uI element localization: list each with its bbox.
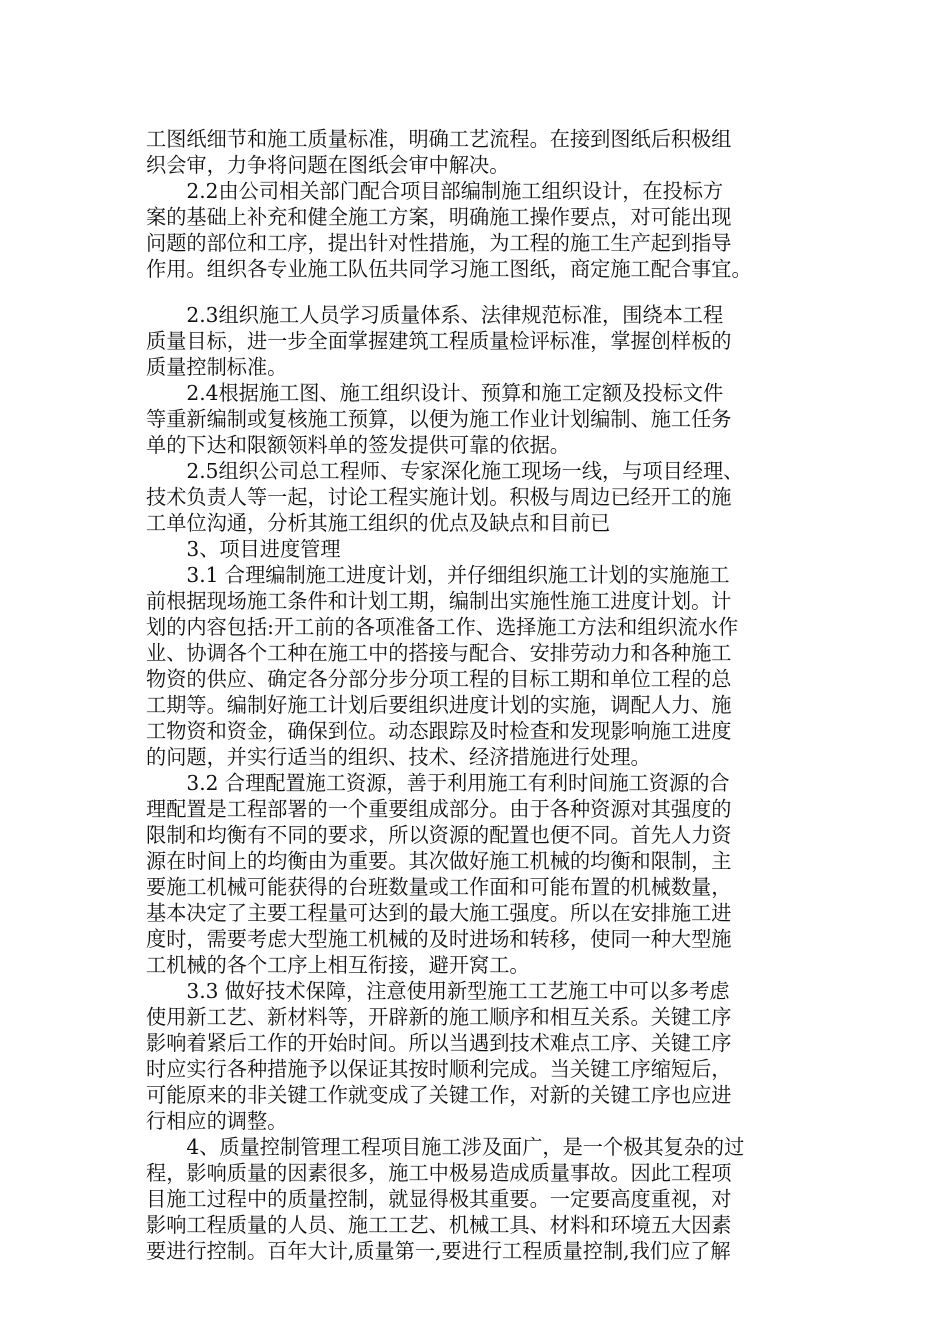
- text-line: 的问题，并实行适当的组织、技术、经济措施进行处理。: [146, 745, 651, 769]
- text-line: 工物资和资金，确保到位。动态跟踪及时检查和发现影响施工进度: [146, 719, 732, 743]
- text-line: 工单位沟通，分析其施工组织的优点及缺点和目前已: [146, 511, 611, 535]
- text-line: 工期等。编制好施工计划后要组织进度计划的实施，调配人力、施: [146, 693, 732, 717]
- text-line: 3.3 做好技术保障，注意使用新型施工工艺施工中可以多考虑: [146, 979, 730, 1003]
- text-line: 3.1 合理编制施工进度计划，并仔细组织施工计划的实施施工: [146, 563, 730, 587]
- text-line: 要施工机械可能获得的台班数量或工作面和可能布置的机械数量，: [146, 875, 732, 899]
- text-line: 目施工过程中的质量控制，就显得极其重要。一定要高度重视，对: [146, 1187, 732, 1211]
- text-line: 2.3组织施工人员学习质量体系、法律规范标准，围绕本工程: [146, 303, 724, 327]
- text-line: 作用。组织各专业施工队伍共同学习施工图纸，商定施工配合事宜。: [146, 257, 752, 281]
- text-line: 行相应的调整。: [146, 1109, 288, 1133]
- text-line: 2.4根据施工图、施工组织设计、预算和施工定额及投标文件: [146, 381, 724, 405]
- text-line: 问题的部位和工序，提出针对性措施，为工程的施工生产起到指导: [146, 231, 732, 255]
- text-line: 业、协调各个工种在施工中的搭接与配合、安排劳动力和各种施工: [146, 641, 732, 665]
- text-line: 划的内容包括:开工前的各项准备工作、选择施工方法和组织流水作: [146, 615, 739, 639]
- text-line: 基本决定了主要工程量可达到的最大施工强度。所以在安排施工进: [146, 901, 732, 925]
- text-line: 2.2由公司相关部门配合项目部编制施工组织设计，在投标方: [146, 179, 724, 203]
- text-line: 物资的供应、确定各分部分步分项工程的目标工期和单位工程的总: [146, 667, 732, 691]
- text-line: 影响着紧后工作的开始时间。所以当遇到技术难点工序、关键工序: [146, 1031, 732, 1055]
- text-line: 前根据现场施工条件和计划工期，编制出实施性施工进度计划。计: [146, 589, 732, 613]
- text-line: 等重新编制或复核施工预算，以便为施工作业计划编制、施工任务: [146, 407, 732, 431]
- text-line: 要进行控制。百年大计,质量第一,要进行工程质量控制,我们应了解: [146, 1239, 731, 1263]
- text-line: 源在时间上的均衡由为重要。其次做好施工机械的均衡和限制，主: [146, 849, 732, 873]
- text-line: 案的基础上补充和健全施工方案，明确施工操作要点，对可能出现: [146, 205, 732, 229]
- text-line: 度时，需要考虑大型施工机械的及时进场和转移，使同一种大型施: [146, 927, 732, 951]
- text-line: 织会审，力争将问题在图纸会审中解决。: [146, 153, 510, 177]
- text-line: 理配置是工程部署的一个重要组成部分。由于各种资源对其强度的: [146, 797, 732, 821]
- text-line: 3.2 合理配置施工资源，善于利用施工有利时间施工资源的合: [146, 771, 730, 795]
- text-line: 工机械的各个工序上相互衔接，避开窝工。: [146, 953, 530, 977]
- text-line: 可能原来的非关键工作就变成了关键工作，对新的关键工序也应进: [146, 1083, 732, 1107]
- text-line: 影响工程质量的人员、施工工艺、机械工具、材料和环境五大因素: [146, 1213, 732, 1237]
- text-line: 质量控制标准。: [146, 355, 288, 379]
- text-line: 3、项目进度管理: [146, 537, 341, 561]
- text-line: 单的下达和限额领料单的签发提供可靠的依据。: [146, 433, 570, 457]
- text-line: 2.5组织公司总工程师、专家深化施工现场一线，与项目经理、: [146, 459, 744, 483]
- text-line: 质量目标，进一步全面掌握建筑工程质量检评标准，掌握创样板的: [146, 329, 732, 353]
- text-line: 技术负责人等一起，讨论工程实施计划。积极与周边已经开工的施: [146, 485, 732, 509]
- text-line: 程，影响质量的因素很多，施工中极易造成质量事故。因此工程项: [146, 1161, 732, 1185]
- text-line: 工图纸细节和施工质量标准，明确工艺流程。在接到图纸后积极组: [146, 127, 732, 151]
- text-line: 限制和均衡有不同的要求，所以资源的配置也便不同。首先人力资: [146, 823, 732, 847]
- text-line: 使用新工艺、新材料等，开辟新的施工顺序和相互关系。关键工序: [146, 1005, 732, 1029]
- text-line: 时应实行各种措施予以保证其按时顺利完成。当关键工序缩短后，: [146, 1057, 732, 1081]
- text-line: 4、质量控制管理工程项目施工涉及面广，是一个极其复杂的过: [146, 1135, 745, 1159]
